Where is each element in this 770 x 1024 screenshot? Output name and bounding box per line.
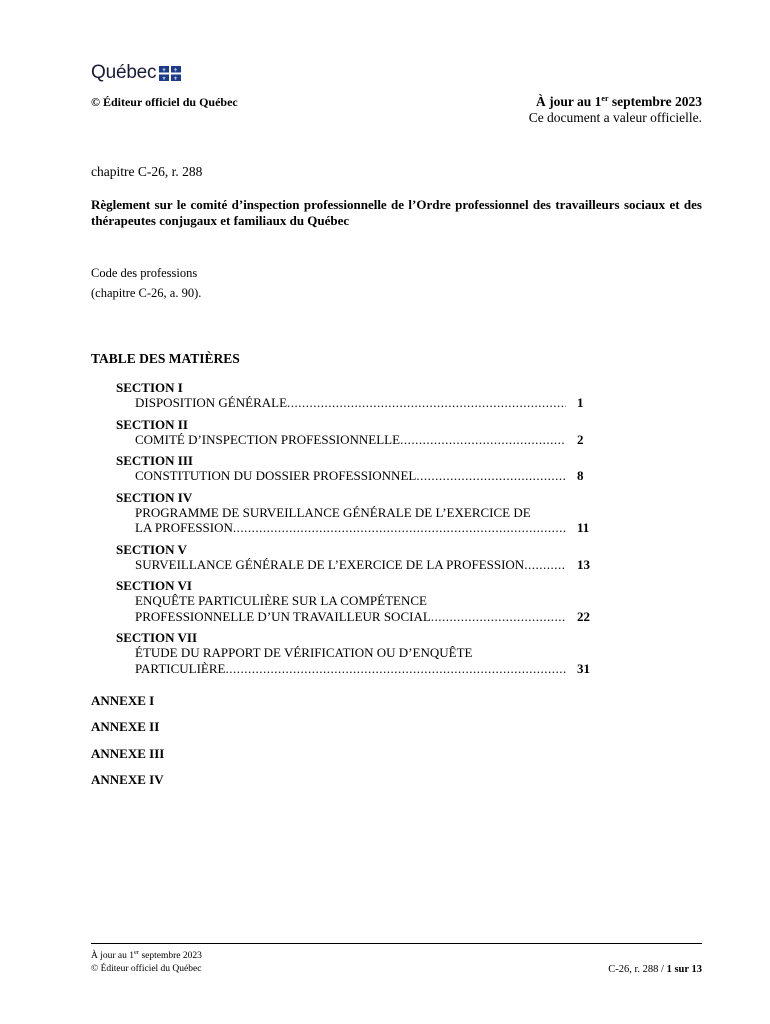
- toc-section-label: SECTION II: [116, 416, 188, 432]
- enabling-statute: Code des professions (chapitre C-26, a. 90).: [91, 266, 202, 300]
- toc-section-title: CONSTITUTION DU DOSSIER PROFESSIONNEL: [135, 468, 417, 483]
- quebec-logo: [91, 62, 181, 84]
- svg-text:⚜: ⚜: [162, 68, 167, 74]
- dot-leader: [287, 395, 566, 411]
- dot-leader: [416, 468, 566, 484]
- toc-section-title: SURVEILLANCE GÉNÉRALE DE L’EXERCICE DE LA PROFESSION: [135, 556, 525, 572]
- update-date: À jour au 1er septembre 2023: [536, 94, 702, 109]
- svg-text:⚜: ⚜: [162, 76, 167, 81]
- dot-leader: [431, 609, 566, 625]
- toc-section-title-cont: LA PROFESSION: [135, 520, 233, 535]
- toc-section-5[interactable]: [116, 542, 590, 573]
- toc-page-number: 31: [577, 660, 590, 676]
- chapter-reference: chapitre C-26, r. 288: [91, 164, 203, 179]
- header-status: [529, 94, 702, 126]
- footer-publisher: © Éditeur officiel du Québec: [91, 964, 202, 974]
- footer-divider: [91, 943, 702, 944]
- toc-section-title: ÉTUDE DU RAPPORT DE VÉRIFICATION OU D’ENQUÊTE: [135, 645, 473, 660]
- toc-annex-3[interactable]: ANNEXE III: [91, 745, 165, 761]
- toc-section-label: SECTION V: [116, 541, 187, 557]
- annex-list: [91, 693, 164, 798]
- toc-section-label: SECTION I: [116, 380, 183, 395]
- footer-left: [91, 950, 202, 976]
- toc-section-title: COMITÉ D’INSPECTION PROFESSIONNELLE: [135, 431, 401, 447]
- svg-text:⚜: ⚜: [173, 68, 179, 74]
- toc-section-title: ENQUÊTE PARTICULIÈRE SUR LA COMPÉTENCE: [135, 593, 427, 608]
- toc-section-label: SECTION III: [116, 453, 193, 468]
- svg-text:⚜: ⚜: [173, 76, 179, 81]
- footer-update-date: À jour au 1er septembre 2023: [91, 949, 202, 961]
- page-indicator: 1 sur 13: [666, 964, 702, 975]
- toc-section-2[interactable]: [116, 417, 590, 448]
- toc-section-1[interactable]: [116, 380, 590, 411]
- toc-section-label: SECTION IV: [116, 489, 193, 505]
- dot-leader: [225, 661, 566, 677]
- toc-page-number: 8: [577, 468, 584, 483]
- toc-annex-2[interactable]: ANNEXE II: [91, 719, 160, 735]
- dot-leader: [233, 520, 566, 536]
- toc-section-4[interactable]: [116, 490, 590, 536]
- toc-heading: TABLE DES MATIÈRES: [91, 351, 240, 366]
- toc-page-number: 22: [577, 608, 590, 624]
- toc-section-7[interactable]: [116, 630, 590, 676]
- dot-leader: [400, 432, 566, 448]
- toc-annex-1[interactable]: ANNEXE I: [91, 693, 155, 708]
- toc-page-number: 2: [577, 431, 584, 447]
- logo-wordmark: Québec: [91, 62, 157, 83]
- toc-section-title-cont: PROFESSIONNELLE D’UN TRAVAILLEUR SOCIAL: [135, 608, 431, 624]
- publisher-label: © Éditeur officiel du Québec: [91, 95, 238, 109]
- quebec-flag-icon: [159, 66, 181, 81]
- toc-section-title: DISPOSITION GÉNÉRALE: [135, 395, 288, 410]
- toc-section-title: PROGRAMME DE SURVEILLANCE GÉNÉRALE DE L’EXERCICE DE: [135, 504, 531, 520]
- toc-section-label: SECTION VI: [116, 578, 192, 593]
- toc-section-title-cont: PARTICULIÈRE: [135, 660, 226, 676]
- toc-section-3[interactable]: [116, 453, 590, 484]
- toc-page-number: 13: [577, 556, 590, 572]
- validity-note: Ce document a valeur officielle.: [528, 110, 702, 125]
- toc-section-label: SECTION VII: [116, 630, 198, 645]
- document-title: Règlement sur le comité d’inspection professionnelle de l’Ordre professionnel des travailleurs sociaux et des thérapeutes conjugaux et familiaux du Québec: [91, 197, 702, 228]
- dot-leader: [524, 557, 566, 573]
- toc-page-number: 1: [577, 395, 584, 410]
- table-of-contents: [116, 380, 590, 682]
- footer-page-reference: C-26, r. 288 / 1 sur 13: [608, 964, 702, 975]
- toc-section-6[interactable]: [116, 578, 590, 624]
- toc-page-number: 11: [577, 520, 590, 535]
- toc-annex-4[interactable]: ANNEXE IV: [91, 771, 164, 787]
